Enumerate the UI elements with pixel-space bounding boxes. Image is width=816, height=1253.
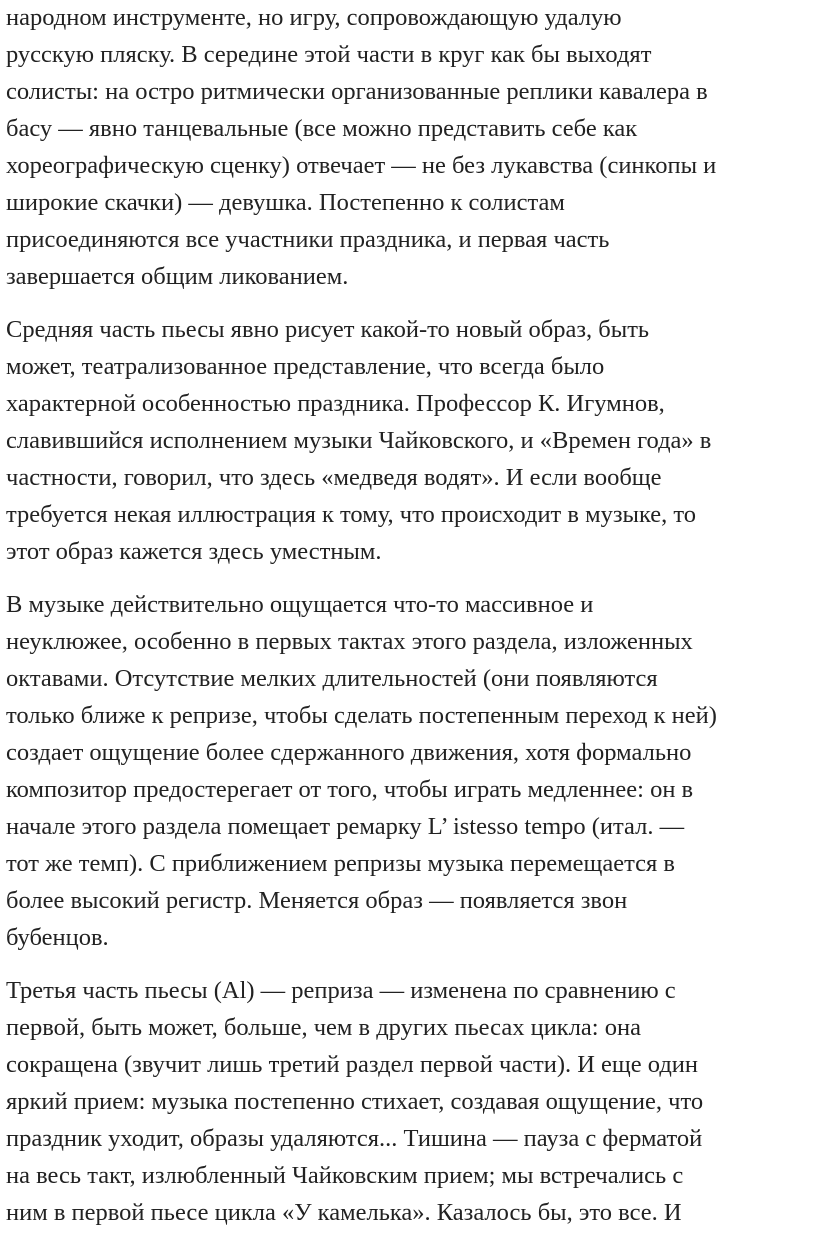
paragraph-music-character	[6, 586, 812, 956]
text-line: яркий прием: музыка постепенно стихает, создавая ощущение, что	[6, 1088, 704, 1115]
text-line: может, театрализованное представление, что всегда было	[6, 353, 605, 380]
paragraph-middle-section	[6, 311, 812, 570]
text-line: русскую пляску. В середине этой части в круг как бы выходят	[6, 41, 652, 68]
text-line: широкие скачки) — девушка. Постепенно к солистам	[6, 189, 565, 216]
text-line: требуется некая иллюстрация к тому, что происходит в музыке, то	[6, 501, 697, 528]
text-line: В музыке действительно ощущается что-то массивное и	[6, 591, 594, 618]
text-line: ним в первой пьесе цикла «У камелька». Казалось бы, это все. И	[6, 1199, 682, 1226]
text-line: хореографическую сценку) отвечает — не без лукавства (синкопы и	[6, 152, 717, 179]
text-line: тот же темп). С приближением репризы музыка перемещается в	[6, 850, 675, 877]
paragraph-festival-ending	[6, 0, 812, 295]
text-line: более высокий регистр. Меняется образ — появляется звон	[6, 887, 628, 914]
document-page	[6, 0, 812, 1231]
paragraph-third-part	[6, 972, 812, 1231]
text-line: Третья часть пьесы (Al) — реприза — изменена по сравнению с	[6, 977, 676, 1004]
text-line: первой, быть может, больше, чем в других пьесах цикла: она	[6, 1014, 641, 1041]
text-line: характерной особенностью праздника. Профессор К. Игумнов,	[6, 390, 665, 417]
text-line: частности, говорил, что здесь «медведя водят». И если вообще	[6, 464, 662, 491]
text-line: неуклюжее, особенно в первых тактах этого раздела, изложенных	[6, 628, 693, 655]
text-line: народном инструменте, но игру, сопровождающую удалую	[6, 4, 622, 31]
text-line: на весь такт, излюбленный Чайковским прием; мы встречались с	[6, 1162, 684, 1189]
text-line: Средняя часть пьесы явно рисует какой-то новый образ, быть	[6, 316, 650, 343]
text-line: начале этого раздела помещает ремарку L’ istesso tempo (итал. —	[6, 813, 685, 840]
text-line: создает ощущение более сдержанного движения, хотя формально	[6, 739, 692, 766]
text-line: октавами. Отсутствие мелких длительностей (они появляются	[6, 665, 658, 692]
text-line: славившийся исполнением музыки Чайковского, и «Времен года» в	[6, 427, 712, 454]
text-line: присоединяются все участники праздника, и первая часть	[6, 226, 610, 253]
text-line: солисты: на остро ритмически организованные реплики кавалера в	[6, 78, 708, 105]
text-line: завершается общим ликованием.	[6, 263, 349, 290]
text-line: бубенцов.	[6, 924, 109, 951]
text-line: композитор предостерегает от того, чтобы играть медленнее: он в	[6, 776, 694, 803]
text-line: сокращена (звучит лишь третий раздел первой части). И еще один	[6, 1051, 699, 1078]
text-line: праздник уходит, образы удаляются... Тишина — пауза с ферматой	[6, 1125, 703, 1152]
text-line: только ближе к репризе, чтобы сделать постепенным переход к ней)	[6, 702, 717, 729]
text-line: басу — явно танцевальные (все можно представить себе как	[6, 115, 638, 142]
text-line: этот образ кажется здесь уместным.	[6, 538, 382, 565]
